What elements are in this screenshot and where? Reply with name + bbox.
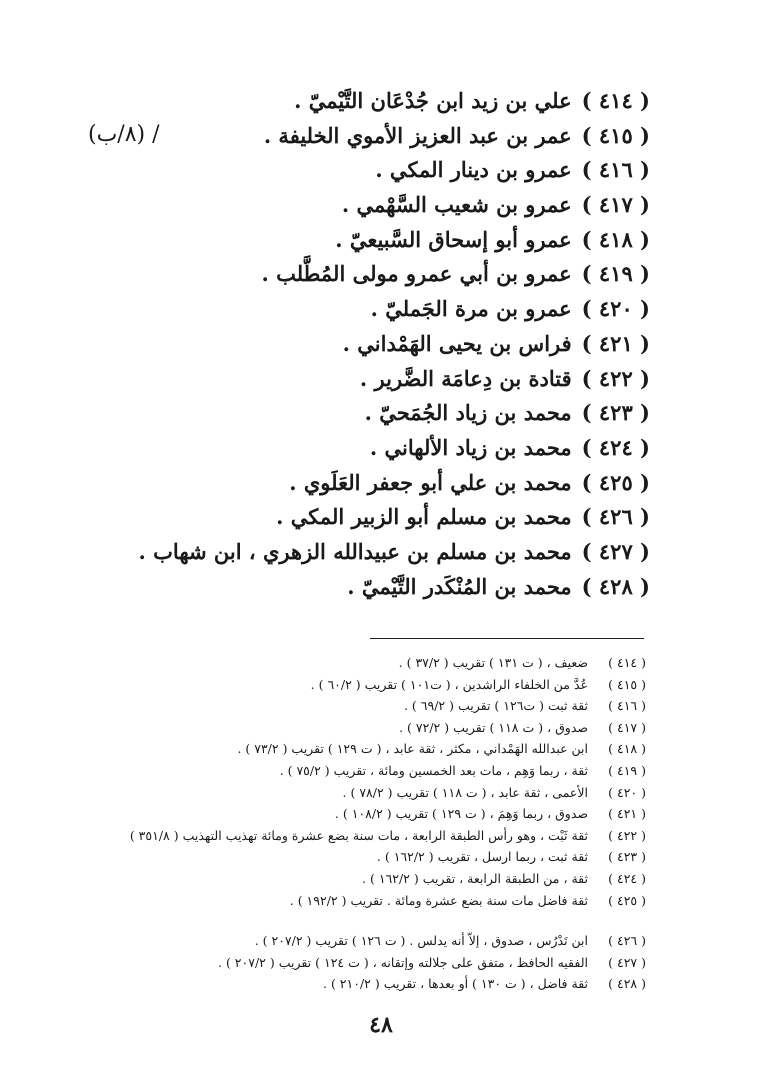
footnote-number: ( ٤٢٨ ): [608, 976, 646, 992]
footnote-number: ( ٤١٤ ): [608, 655, 646, 670]
footnote: [46, 674, 646, 696]
footnote: [46, 952, 646, 974]
footnotes-group-a: [46, 652, 646, 911]
narrator-entry: [90, 223, 650, 258]
narrator-entry-text: عمرو أبو إسحاق السَّبيعيّ .: [335, 226, 572, 252]
folio-margin-note: / (٨/ب): [88, 122, 160, 147]
footnotes-group-b: [46, 930, 646, 995]
narrator-entry-text: محمد بن زياد الألهاني .: [369, 434, 572, 460]
footnote-text: صدوق ، ربما وَهِمَ ، ( ت ١٢٩ ) تقريب ( ١٠٨/٢ ) .: [334, 806, 588, 822]
narrator-entry: [90, 119, 650, 154]
footnote: [46, 825, 646, 847]
narrator-entry-text: قتادة بن دِعامَة الضَّرير .: [359, 365, 572, 391]
narrator-entry-text: عمرو بن شعيب السَّهْمي .: [341, 192, 572, 218]
footnote-text: صدوق ، ( ت ١١٨ ) تقريب ( ٧٢/٢ ) .: [399, 719, 588, 735]
footnote-separator: [370, 638, 644, 639]
narrator-entry-number: ( ٤١٥ ): [581, 122, 650, 148]
footnote: [46, 695, 646, 717]
footnote: [46, 973, 646, 995]
footnote-text: ثقة ثَبْت ، وهو رأس الطبقة الرابعة ، مات سنة بضع عشرة ومائة تهذيب التهذيب ( ٣٥١/٨ ): [129, 827, 588, 843]
footnote: [46, 652, 646, 674]
narrator-entry: [90, 292, 650, 327]
footnote-number: ( ٤١٨ ): [608, 741, 646, 757]
narrator-entry: [90, 84, 650, 119]
narrator-entry: [90, 188, 650, 223]
narrator-entry-text: محمد بن مسلم أبو الزبير المكي .: [276, 504, 572, 530]
narrator-entry-number: ( ٤٢١ ): [581, 330, 650, 356]
footnote: [46, 930, 646, 952]
narrator-entry-text: فراس بن يحيى الهَمْداني .: [342, 330, 572, 356]
footnote: [46, 760, 646, 782]
page-number: ٤٨: [369, 1012, 393, 1038]
narrator-entry-number: ( ٤٢٢ ): [581, 365, 650, 391]
narrator-entry-number: ( ٤٢٠ ): [581, 296, 650, 322]
footnote-number: ( ٤١٦ ): [608, 698, 646, 714]
narrator-entry-text: علي بن زيد ابن جُدْعَان التَّيْميّ .: [294, 88, 572, 113]
footnote: [46, 846, 646, 868]
footnote-number: ( ٤٢١ ): [608, 806, 646, 822]
narrator-entry-text: محمد بن زياد الجُمَحيّ .: [364, 400, 572, 426]
narrator-entry-number: ( ٤١٩ ): [581, 261, 650, 287]
footnote-text: ابن تَدْرُس ، صدوق ، إلاّ أنه يدلس . ( ت ١٢٦ ) تقريب ( ٢٠٧/٢ ) .: [254, 933, 588, 948]
narrator-entry-text: عمرو بن أبي عمرو مولى المُطَّلب .: [261, 261, 572, 287]
footnote-text: الفقيه الحافظ ، متفق على جلالته وإتقانه ، ( ت ١٢٤ ) تقريب ( ٢٠٧/٢ ) .: [218, 954, 588, 970]
narrator-entry-number: ( ٤١٦ ): [581, 157, 650, 183]
footnote-number: ( ٤٢٣ ): [608, 849, 646, 865]
footnote: [46, 868, 646, 890]
narrator-entry-number: ( ٤١٤ ): [581, 88, 650, 113]
narrator-entry-number: ( ٤٢٣ ): [581, 400, 650, 426]
narrator-entry: [90, 257, 650, 292]
narrator-entry: [90, 431, 650, 466]
narrator-entry-text: محمد بن مسلم بن عبيدالله الزهري ، ابن شهاب .: [138, 538, 572, 564]
footnote-text: ثقة ، من الطبقة الرابعة ، تقريب ( ١٦٢/٢ ) .: [362, 870, 588, 886]
footnote: [46, 717, 646, 739]
footnote: [46, 782, 646, 804]
footnote-number: ( ٤١٧ ): [608, 719, 646, 735]
footnote-number: ( ٤٢٦ ): [608, 933, 646, 948]
footnote-text: ثقة ، ربما وَهِم ، مات بعد الخمسين ومائة ، تقريب ( ٧٥/٢ ) .: [279, 762, 588, 778]
narrator-entry: [90, 362, 650, 397]
narrator-entry: [90, 153, 650, 188]
footnote: [46, 890, 646, 912]
narrator-list: [90, 84, 650, 604]
narrator-entry: [90, 500, 650, 535]
footnote-number: ( ٤٢٠ ): [608, 784, 646, 800]
narrator-entry-number: ( ٤٢٤ ): [581, 434, 650, 460]
narrator-entry-number: ( ٤٢٥ ): [581, 469, 650, 495]
narrator-entry-number: ( ٤٢٦ ): [581, 504, 650, 530]
footnote-text: الأعمى ، ثقة عابد ، ( ت ١١٨ ) تقريب ( ٧٨/٢ ) .: [342, 784, 588, 800]
footnote-text: عُدَّ من الخلفاء الراشدين ، ( ت١٠١ ) تقريب ( ٦٠/٢ ) .: [310, 676, 588, 692]
footnote-number: ( ٤٢٥ ): [608, 892, 646, 908]
footnote-number: ( ٤١٩ ): [608, 762, 646, 778]
footnote: [46, 803, 646, 825]
narrator-entry-text: محمد بن المُنْكَدر التَّيْميّ .: [347, 573, 572, 599]
narrator-entry-text: عمرو بن مرة الجَمليّ .: [370, 296, 572, 322]
footnote-text: ضعيف ، ( ت ١٣١ ) تقريب ( ٣٧/٢ ) .: [398, 655, 588, 670]
footnote-number: ( ٤٢٢ ): [608, 827, 646, 843]
narrator-entry: [90, 570, 650, 605]
narrator-entry: [90, 396, 650, 431]
narrator-entry: [90, 535, 650, 570]
narrator-entry: [90, 327, 650, 362]
footnote: [46, 738, 646, 760]
footnote-number: ( ٤١٥ ): [608, 676, 646, 692]
footnote-text: ثقة ثبت ، ربما ارسل ، تقريب ( ١٦٢/٢ ) .: [376, 849, 588, 865]
narrator-entry: [90, 466, 650, 501]
footnote-text: ثقة فاضل مات سنة بضع عشرة ومائة . تقريب ( ١٩٢/٢ ) .: [289, 892, 588, 908]
footnote-text: ثقة فاضل ، ( ت ١٣٠ ) أو بعدها ، تقريب ( ٢١٠/٢ ) .: [323, 976, 588, 992]
narrator-entry-number: ( ٤١٨ ): [581, 226, 650, 252]
footnote-number: ( ٤٢٤ ): [608, 870, 646, 886]
narrator-entry-text: عمرو بن دينار المكي .: [375, 157, 572, 183]
narrator-entry-text: عمر بن عبد العزيز الأموي الخليفة .: [263, 122, 572, 148]
narrator-entry-number: ( ٤١٧ ): [581, 192, 650, 218]
narrator-entry-text: محمد بن علي أبو جعفر العَلَوي .: [289, 469, 572, 495]
narrator-entry-number: ( ٤٢٧ ): [581, 538, 650, 564]
footnote-text: ابن عبدالله الهَمْداني ، مكثر ، ثقة عابد ، ( ت ١٢٩ ) تقريب ( ٧٣/٢ ) .: [237, 741, 588, 757]
footnote-text: ثقة ثبت ( ت١٢٦ ) تقريب ( ٦٩/٢ ) .: [403, 698, 588, 714]
narrator-entry-number: ( ٤٢٨ ): [581, 573, 650, 599]
footnote-number: ( ٤٢٧ ): [608, 954, 646, 970]
